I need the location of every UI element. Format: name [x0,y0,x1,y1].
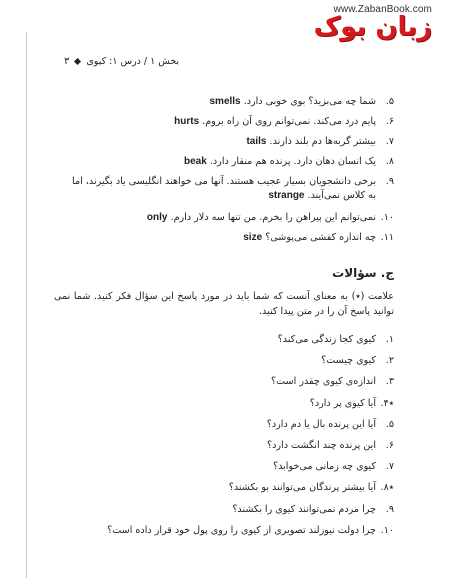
question-item [64,481,394,495]
item-number: ۶. [385,116,394,127]
item-number: ۷. [385,136,394,147]
page-edge-line [26,32,27,578]
item-text [64,231,376,245]
item-english-word: strange [268,190,305,201]
question-text: اندازه‌ی کیوی چقدر است؟ [271,376,376,388]
question-item [64,524,394,538]
vocab-list [64,95,394,251]
question-item [64,460,394,474]
question-item [64,439,394,453]
question-number: ٭۴. [380,397,394,409]
question-number: ۶. [385,439,394,451]
question-item [64,354,394,368]
item-number: ۱۱. [380,232,394,243]
question-text: این پرنده چند انگشت دارد؟ [267,439,376,451]
item-text [64,135,376,149]
question-number: ۷. [385,461,394,473]
question-item [64,397,394,411]
page-number: ۳ [64,56,70,67]
item-number: ۵. [385,96,394,107]
watermark-url: www.ZabanBook.com [333,4,432,15]
question-item [64,418,394,432]
question-text: چرا دولت نیوزلند تصویری از کیوی را روی پول خود قرار داده است؟ [107,524,376,536]
section-intro: علامت (٭) به معنای آنست که شما باید در مورد پاسخ این سؤال فکر کنید. شما نمی توانید پاسخ آن را در متن پیدا کنید. [54,291,394,317]
diamond-bullet-icon [74,58,81,65]
question-number: ٭۸. [380,482,394,494]
item-text [64,211,376,225]
question-number: ۲. [385,355,394,367]
item-sentence: شما چه می‌بزید؟ بوی خوبی دارد. [243,96,376,107]
item-sentence: چه اندازه کفشی می‌پوشی؟ [265,232,376,243]
item-english-word: only [146,212,168,223]
list-item [64,211,394,225]
question-text: آیا کیوی پر دارد؟ [309,397,376,409]
list-item [64,155,394,169]
list-item [64,231,394,245]
list-item [64,115,394,129]
item-number: ۱۰. [380,212,394,223]
section-title: ج. سؤالات [332,266,394,280]
item-number: ۹. [385,176,394,187]
item-english-word: hurts [174,116,200,127]
question-text: آیا بیشتر پرندگان می‌توانند بو بکشند؟ [228,482,376,494]
questions-list [64,333,394,545]
question-number: ۵. [385,418,394,430]
question-number: ۱. [385,334,394,345]
list-item [64,135,394,149]
question-item [64,503,394,517]
item-number: ۸. [385,156,394,167]
item-sentence: پایم درد می‌کند. نمی‌توانم روی آن راه بروم. [202,116,376,127]
question-text: کیوی چیست؟ [321,355,376,367]
list-item [64,95,394,109]
question-text: چرا مردم نمی‌توانند کیوی را بکشند؟ [232,503,376,515]
item-english-word: smells [209,96,241,107]
question-item [64,333,394,347]
item-text [64,95,376,109]
item-sentence: برخی دانشجویان بسیار عجیب هستند. آنها می خواهند انگلیسی یاد بگیرند، اما به کلاس نمی‌آیند. [72,176,376,201]
watermark [314,4,432,41]
question-text: کیوی کجا زندگی می‌کند؟ [277,334,376,345]
question-text: کیوی چه زمانی می‌خوابد؟ [273,461,376,473]
item-sentence: بیشتر گربه‌ها دم بلند دارند. [269,136,376,147]
item-text [64,155,376,169]
question-item [64,375,394,389]
item-sentence: نمی‌توانم این پیراهن را بخرم. من تنها سه دلار دارم. [170,212,376,223]
item-sentence: یک انسان دهان دارد. پرنده هم منقار دارد. [209,156,376,167]
watermark-logo: زبان بوک [313,12,432,42]
item-text [64,115,376,129]
item-text [64,175,376,203]
running-head [64,56,364,67]
item-english-word: tails [246,136,267,147]
question-number: ۳. [385,376,394,388]
question-number: ۱۰. [380,524,394,536]
running-head-title: بخش ۱ / درس ۱: کیوی [86,56,180,67]
list-item [64,175,394,203]
question-number: ۹. [385,503,394,515]
item-english-word: beak [184,156,207,167]
question-text: آیا این پرنده بال یا دم دارد؟ [266,418,376,430]
item-english-word: size [243,232,263,243]
